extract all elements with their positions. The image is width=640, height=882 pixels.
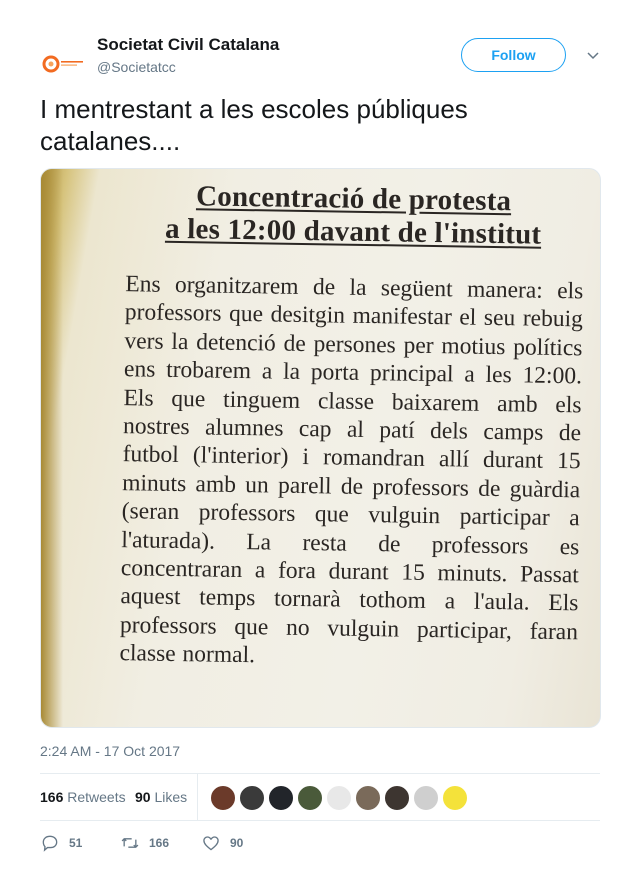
retweet-button[interactable] bbox=[120, 831, 169, 855]
likes-stat-count: 90 bbox=[135, 789, 151, 805]
liker-avatar[interactable] bbox=[268, 785, 294, 811]
reply-icon bbox=[40, 833, 60, 853]
retweets-stat-label: Retweets bbox=[67, 789, 126, 805]
tweet-actions bbox=[40, 831, 600, 855]
notice-title-line-2: a les 12:00 davant de l'institut bbox=[164, 212, 542, 251]
liker-avatar[interactable] bbox=[297, 785, 323, 811]
photo-paper-edge bbox=[41, 169, 63, 727]
retweet-count: 166 bbox=[149, 836, 170, 850]
liker-avatar[interactable] bbox=[442, 785, 468, 811]
notice-sheet bbox=[107, 179, 585, 675]
liker-avatar[interactable] bbox=[239, 785, 265, 811]
tweet-header bbox=[40, 34, 600, 80]
tweet-timestamp[interactable]: 2:24 AM - 17 Oct 2017 bbox=[40, 743, 181, 759]
retweet-icon bbox=[120, 833, 140, 853]
engagement-stats bbox=[40, 773, 600, 821]
stats-divider bbox=[197, 774, 198, 821]
reply-button[interactable] bbox=[40, 831, 82, 855]
tweet-text: I mentrestant a les escoles públiques catalanes.... bbox=[40, 94, 468, 156]
account-name[interactable]: Societat Civil Catalana bbox=[97, 35, 280, 54]
like-count: 90 bbox=[230, 836, 244, 850]
likes-stat-label: Likes bbox=[154, 789, 188, 805]
notice-title-line-1: Concentració de protesta bbox=[195, 180, 512, 218]
tweet-photo[interactable] bbox=[40, 168, 601, 728]
chevron-down-icon[interactable] bbox=[586, 48, 600, 62]
liker-avatar[interactable] bbox=[384, 785, 410, 811]
liker-avatar[interactable] bbox=[413, 785, 439, 811]
like-button[interactable] bbox=[201, 831, 243, 855]
societat-civil-logo-icon bbox=[42, 53, 86, 75]
follow-button[interactable]: Follow bbox=[461, 38, 566, 72]
account-avatar[interactable] bbox=[40, 40, 88, 88]
retweets-stat[interactable] bbox=[40, 789, 126, 805]
liker-avatar[interactable] bbox=[210, 785, 236, 811]
account-handle[interactable]: @Societatcc bbox=[97, 59, 176, 75]
retweets-stat-count: 166 bbox=[40, 789, 64, 805]
likes-stat[interactable] bbox=[135, 789, 187, 805]
heart-icon bbox=[201, 833, 221, 853]
reply-count: 51 bbox=[69, 836, 83, 850]
notice-body: Ens organitzarem de la següent manera: els professors que desitgin manifestar el seu rebuig vers la detenció de persones per motius polítics ens trobarem a la porta principal a les 12:00. Els que tinguem classe baixarem amb els nostres alumnes cap al patí dels camps de futbol (l'interior) i romandran allí durant 15 minuts amb un parell de professors de guàrdia (seran professors que vulguin participar a l'aturada). La resta de professors es concentraran a fora durant 15 minuts. Passat aquest temps tornarà tothom a l'aula. Els professors que no vulguin participar, faran classe normal. bbox=[119, 271, 584, 669]
liker-avatar[interactable] bbox=[326, 785, 352, 811]
liker-avatar[interactable] bbox=[355, 785, 381, 811]
